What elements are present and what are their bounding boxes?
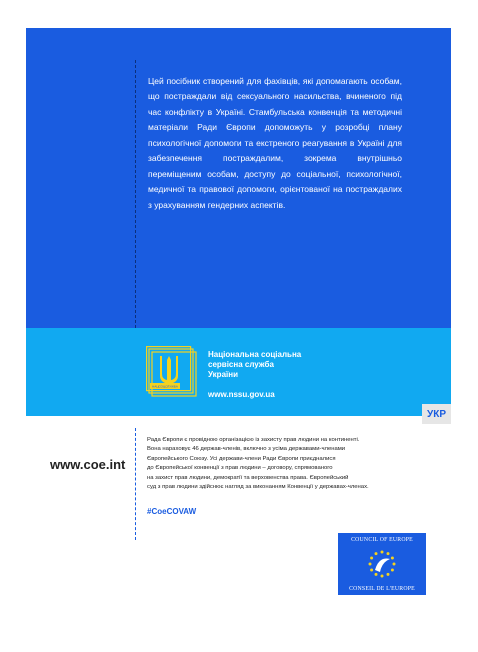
coe-logo-name-en: COUNCIL OF EUROPE xyxy=(351,537,413,543)
intro-line: постраждалим, зокрема внутрішньо переміщеним xyxy=(148,153,402,179)
dashed-divider-top xyxy=(135,60,136,328)
coe-stars-icon xyxy=(366,548,398,580)
nssu-name-line: сервісна служба xyxy=(208,360,274,369)
intro-line: допоможуть у розробці плану психологічної допомоги xyxy=(148,122,402,148)
nssu-website-link[interactable]: www.nssu.gov.ua xyxy=(208,390,275,399)
intro-line: особам, що постраждали від сексуального насильства, xyxy=(148,76,402,102)
council-of-europe-logo xyxy=(338,533,426,595)
nssu-name-line: Національна соціальна xyxy=(208,350,302,359)
intro-line: та екстреного реагування в Україні для забезпечення xyxy=(148,137,402,164)
nssu-logo-caption: НАЦСОЦСЛУЖБА xyxy=(152,384,178,389)
coe-description-line: Вона нараховує 46 держав-членів, включно з усіма державами-членами xyxy=(147,446,346,453)
language-tab: УКР xyxy=(422,404,451,424)
intro-line: особам, доступу до соціальної, психологічної, медичної xyxy=(148,168,402,195)
intro-line: урахуванням гендерних аспектів. xyxy=(154,199,286,210)
coe-description-line: на захист прав людини, демократії та верховенства права. Європейський xyxy=(147,474,349,481)
nssu-name xyxy=(208,350,301,380)
coe-website-link[interactable]: www.coe.int xyxy=(50,457,126,472)
coe-description xyxy=(147,436,447,493)
coe-description-line: суд з прав людини здійснює нагляд за виконанням Конвенції у державах-членах. xyxy=(147,484,369,491)
dashed-divider-bottom xyxy=(135,428,136,540)
coe-description-line: Європейського Союзу. Усі держави-члени Ради Європи приєдналися xyxy=(147,455,336,462)
nssu-trident-logo xyxy=(146,346,198,398)
coe-logo-name-fr: CONSEIL DE L'EUROPE xyxy=(349,586,415,592)
coe-description-line: Рада Європи є провідною організацією із захисту прав людини на континенті. xyxy=(147,437,360,443)
intro-line: та правової допомоги, орієнтованої на постраждалих з xyxy=(148,184,402,210)
intro-line: Цей посібник створений для фахівців, які допомагають xyxy=(148,76,368,86)
coe-description-line: до Європейської конвенції з прав людини – договору, спрямованого xyxy=(147,465,333,472)
intro-line: вчиненого під час конфлікту в Україні. Стамбульська xyxy=(148,91,402,117)
campaign-hashtag[interactable]: #CoeCOVAW xyxy=(147,507,197,516)
nssu-name-line: України xyxy=(208,370,239,379)
intro-line: конвенція та методичні матеріали Ради Європи xyxy=(148,106,402,133)
intro-paragraph xyxy=(148,74,402,213)
